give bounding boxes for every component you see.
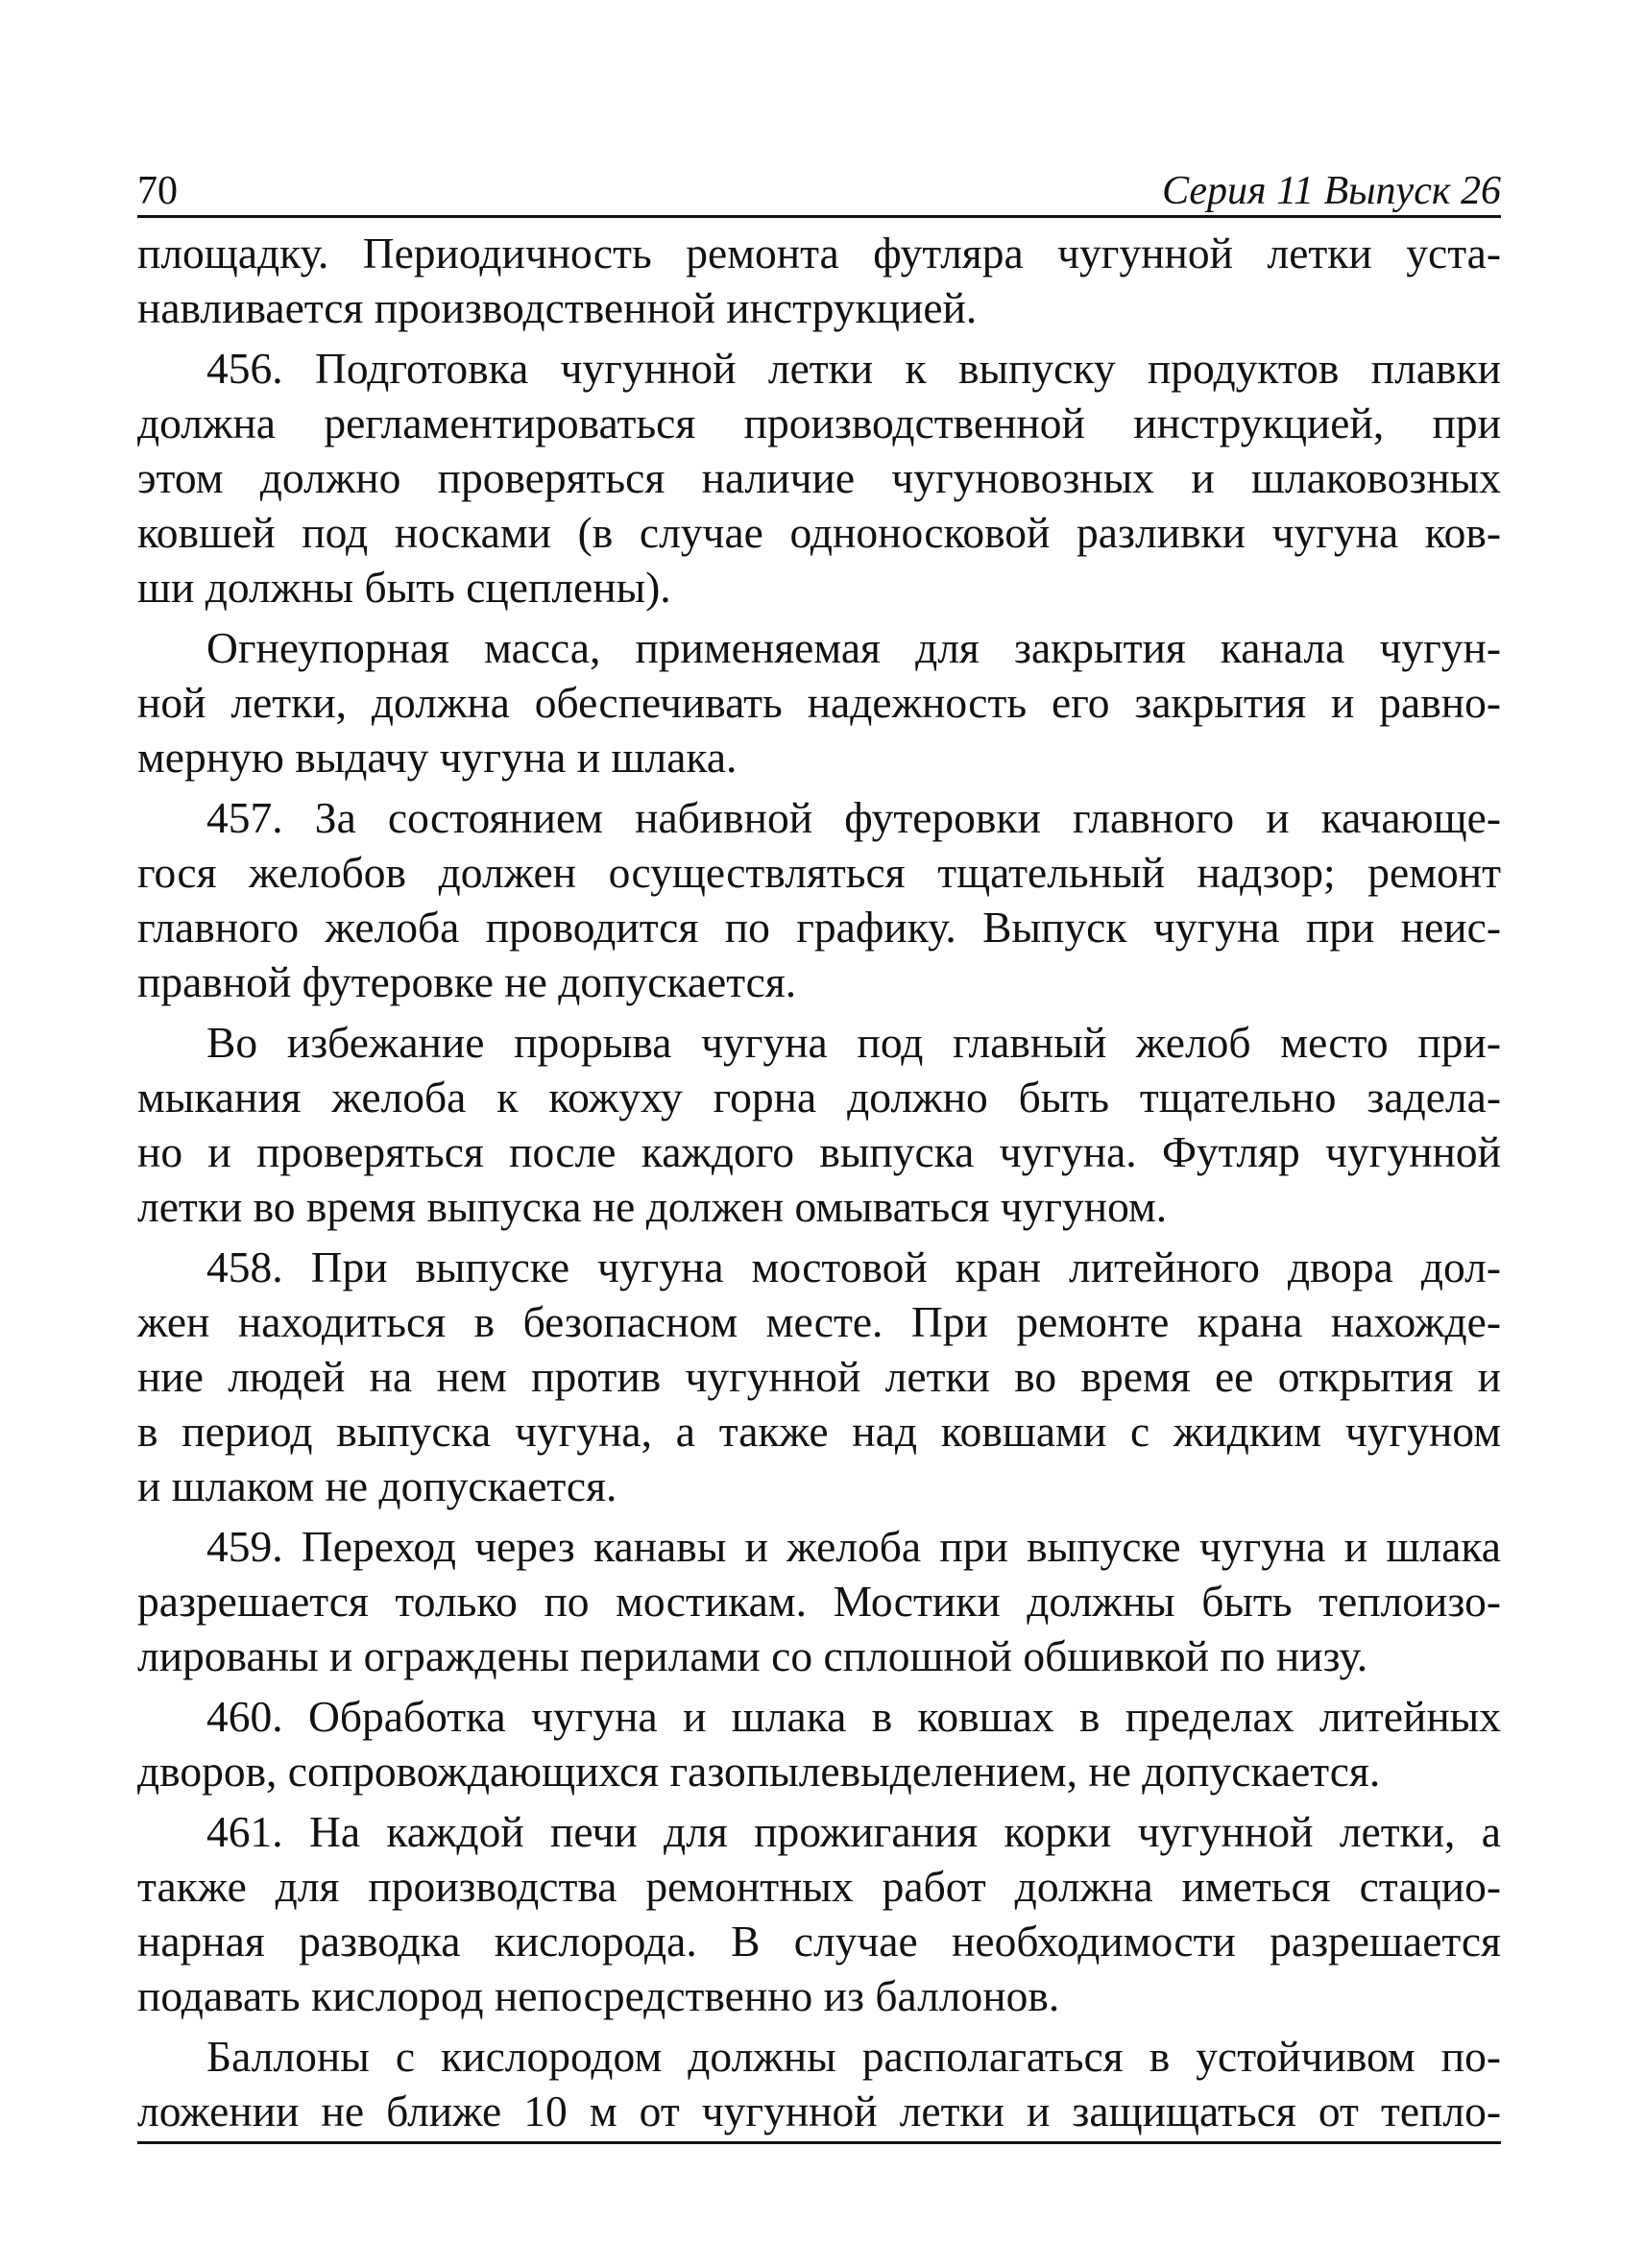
text-line: должна регламентироваться производственной инструкцией, при — [137, 398, 1501, 447]
page — [137, 161, 1501, 2144]
body-text — [137, 226, 1501, 2138]
series-title: Серия 11 Выпуск 26 — [1162, 169, 1501, 213]
paragraph — [137, 226, 1501, 335]
paragraph — [137, 341, 1501, 615]
paragraph — [137, 1804, 1501, 2023]
text-line: этом должно проверяться наличие чугуновозных и шлаковозных — [137, 453, 1501, 502]
text-line: главного желоба проводится по графику. Выпуск чугуна при неис- — [137, 903, 1501, 952]
text-line: 457. За состоянием набивной футеровки главного и качающе- — [206, 793, 1501, 842]
text-line: Баллоны с кислородом должны располагаться в устойчивом по- — [206, 2032, 1501, 2081]
text-line: нарная разводка кислорода. В случае необходимости разрешается — [137, 1917, 1501, 1966]
running-header — [137, 161, 1501, 218]
paragraph — [137, 620, 1501, 784]
text-line: гося желобов должен осуществляться тщательный надзор; ремонт — [137, 848, 1501, 897]
text-line: дворов, сопровождающихся газопылевыделением, не допускается. — [137, 1747, 1381, 1796]
paragraph — [137, 2029, 1501, 2138]
text-line: мерную выдачу чугуна и шлака. — [137, 733, 738, 782]
text-line: Во избежание прорыва чугуна под главный желоб место при- — [206, 1018, 1501, 1067]
text-line: площадку. Периодичность ремонта футляра чугунной летки уста- — [137, 229, 1501, 277]
text-line: но и проверяться после каждого выпуска чугуна. Футляр чугунной — [137, 1127, 1501, 1176]
text-line: ной летки, должна обеспечивать надежность его закрытия и равно- — [137, 678, 1501, 727]
paragraph — [137, 1240, 1501, 1513]
text-line: ши должны быть сцеплены). — [137, 563, 671, 612]
text-line: лированы и ограждены перилами со сплошной обшивкой по низу. — [137, 1631, 1368, 1680]
text-line: 460. Обработка чугуна и шлака в ковшах в пределах литейных — [206, 1692, 1501, 1741]
text-line: ложении не ближе 10 м от чугунной летки и защищаться от тепло- — [137, 2087, 1501, 2135]
text-line: правной футеровке не допускается. — [137, 957, 797, 1006]
text-line: в период выпуска чугуна, а также над ковшами с жидким чугуном — [137, 1407, 1501, 1456]
text-line: подавать кислород непосредственно из баллонов. — [137, 1971, 1060, 2020]
text-line: также для производства ремонтных работ должна иметься стацио- — [137, 1862, 1501, 1911]
paragraph — [137, 790, 1501, 1009]
paragraph — [137, 1519, 1501, 1683]
paragraph — [137, 1015, 1501, 1234]
text-line: ние людей на нем против чугунной летки во время ее открытия и — [137, 1352, 1501, 1401]
text-line: и шлаком не допускается. — [137, 1461, 617, 1510]
text-line: 461. На каждой печи для прожигания корки чугунной летки, а — [206, 1807, 1501, 1856]
paragraph — [137, 1689, 1501, 1798]
page-number: 70 — [137, 169, 178, 213]
text-line: жен находиться в безопасном месте. При ремонте крана нахожде- — [137, 1297, 1501, 1346]
text-line: Огнеупорная масса, применяемая для закрытия канала чугун- — [206, 623, 1501, 672]
text-line: 458. При выпуске чугуна мостовой кран литейного двора дол- — [206, 1243, 1501, 1291]
text-line: 456. Подготовка чугунной летки к выпуску продуктов плавки — [206, 344, 1501, 393]
text-line: навливается производственной инструкцией. — [137, 283, 978, 332]
text-line: мыкания желоба к кожуху горна должно быть тщательно задела- — [137, 1073, 1501, 1122]
text-line: разрешается только по мостикам. Мостики должны быть теплоизо- — [137, 1577, 1501, 1626]
text-line: летки во время выпуска не должен омываться чугуном. — [137, 1182, 1168, 1231]
text-line: ковшей под носками (в случае одноносковой разливки чугуна ков- — [137, 508, 1501, 557]
text-line: 459. Переход через канавы и желоба при выпуске чугуна и шлака — [206, 1522, 1501, 1571]
footer-rule — [137, 2141, 1501, 2144]
